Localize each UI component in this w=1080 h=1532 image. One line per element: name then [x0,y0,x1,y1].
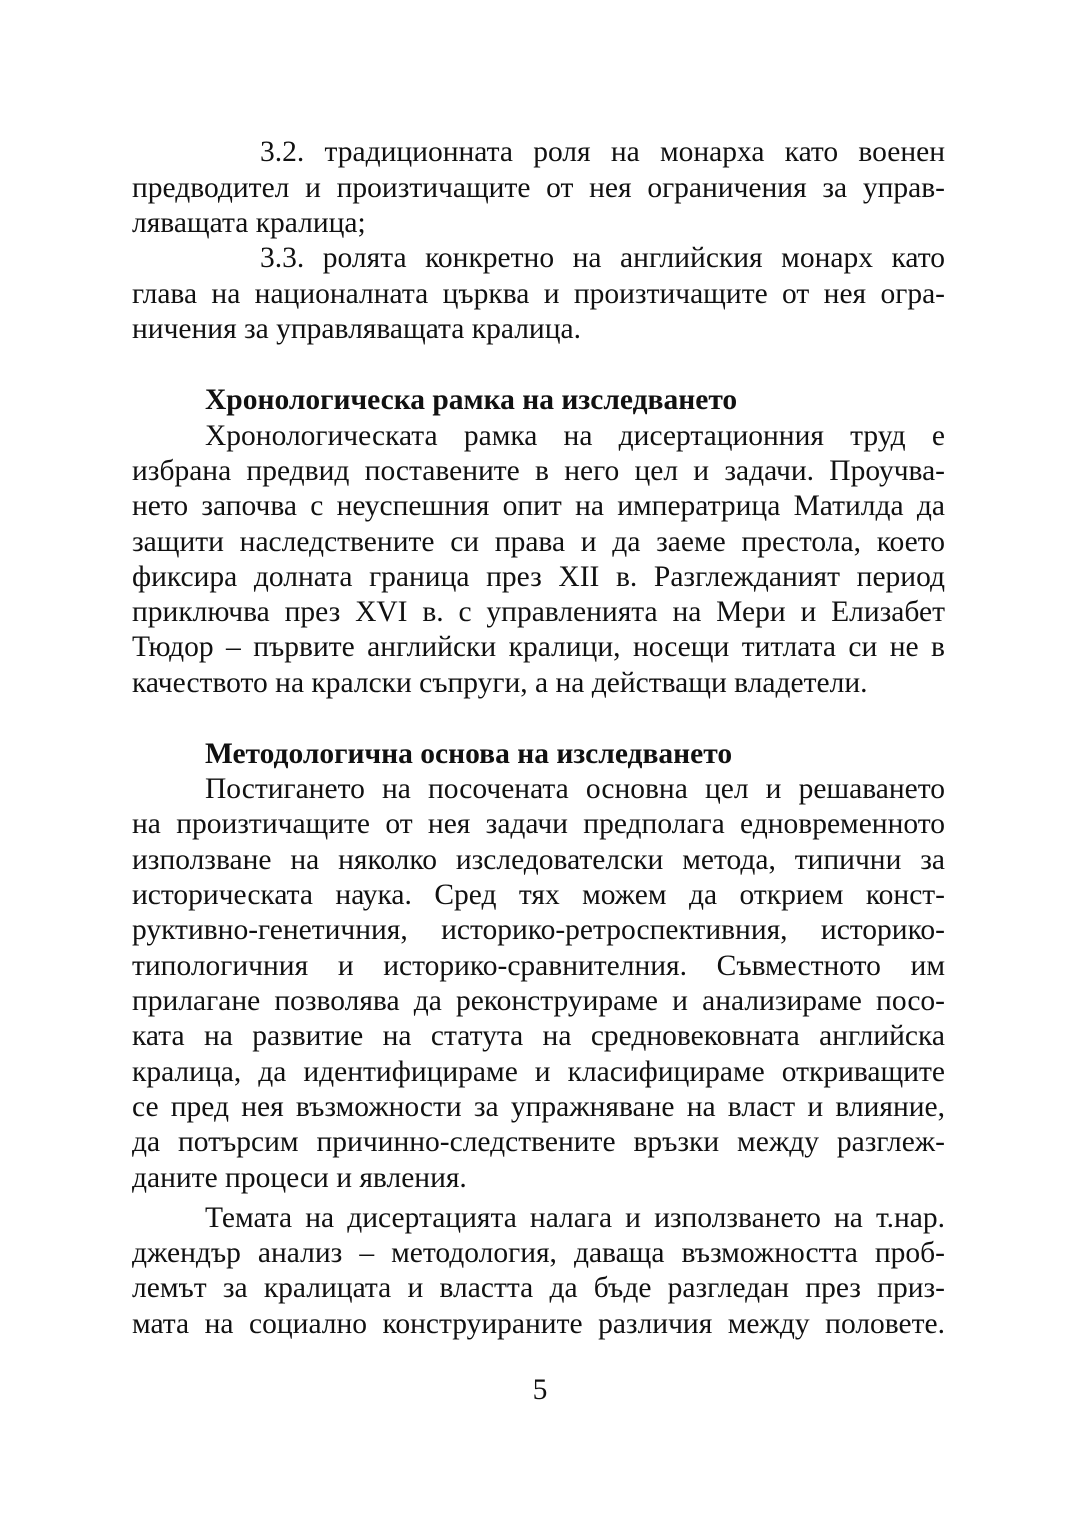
chronology-line-5: фиксира долната граница през XII в. Разглежданият период [132,561,945,593]
methodology-p1-line-5: руктивно-генетичния, историко-ретроспективния, историко- [132,914,945,946]
item-3-3-line-3: ничения за управляващата кралица. [132,313,581,345]
methodology-p1-line-1: Постигането на посочената основна цел и решаването [205,773,945,805]
methodology-p1-line-8: ката на развитие на статута на средновековната английска [132,1020,945,1052]
section-heading-chronology: Хронологическа рамка на изследването [205,384,738,416]
methodology-p1-line-3: използване на няколко изследователски метода, типични за [132,844,945,876]
page-number: 5 [532,1374,548,1406]
methodology-p1-line-12: даните процеси и явления. [132,1162,467,1194]
item-3-3-line-2: глава на националната църква и произтичащите от нея огра- [132,278,945,310]
chronology-line-2: избрана предвид поставените в него цел и задачи. Проучва- [132,455,945,487]
methodology-p1-line-2: на произтичащите от нея задачи предполага едновременното [132,808,945,840]
methodology-p1-line-9: кралица, да идентифицираме и класифицираме откриващите [132,1056,945,1088]
chronology-line-4: защити наследствените си права и да заеме престола, което [132,526,945,558]
item-3-2-line-2: предводител и произтичащите от нея ограничения за управ- [132,172,945,204]
methodology-p2-line-2: джендър анализ – методология, даваща възможността проб- [132,1237,945,1269]
chronology-line-3: нето започва с неуспешния опит на императрица Матилда да [132,490,945,522]
methodology-p1-line-11: да потърсим причинно-следствените връзки между разглеж- [132,1126,945,1158]
chronology-line-8: качеството на кралски съпруги, а на действащи владетели. [132,667,868,699]
item-3-2-line-3: ляващата кралица; [132,207,366,239]
methodology-p1-line-10: се пред нея възможности за упражняване на власт и влияние, [132,1091,945,1123]
chronology-line-6: приключва през XVI в. с управленията на Мери и Елизабет [132,596,945,628]
methodology-p1-line-7: прилагане позволява да реконструираме и анализираме посо- [132,985,945,1017]
section-heading-methodology: Методологична основа на изследването [205,738,733,770]
methodology-p1-line-4: историческата наука. Сред тях можем да открием конст- [132,879,945,911]
chronology-line-1: Хронологическата рамка на дисертационния труд е [205,420,945,452]
chronology-line-7: Тюдор – първите английски кралици, носещи титлата си не в [132,631,945,663]
methodology-p2-line-3: лемът за кралицата и властта да бъде разгледан през приз- [132,1272,945,1304]
methodology-p2-line-1: Темата на дисертацията налага и използването на т.нар. [205,1202,945,1234]
item-3-3-line-1: 3.3. ролята конкретно на английския монарх като [260,242,945,274]
methodology-p1-line-6: типологичния и историко-сравнителния. Съвместното им [132,950,945,982]
methodology-p2-line-4: мата на социално конструираните различия между половете. [132,1308,945,1340]
item-3-2-line-1: 3.2. традиционната роля на монарха като военен [260,136,945,168]
